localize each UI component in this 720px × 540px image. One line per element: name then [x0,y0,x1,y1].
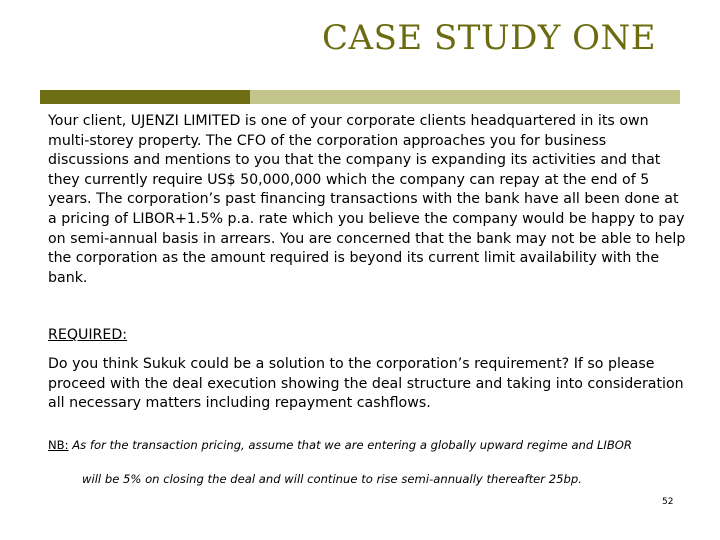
page-number: 52 [662,497,674,507]
title-underline-dark-bar [40,90,250,104]
nb-label: NB: [48,438,69,452]
required-heading: REQUIRED: [48,327,128,343]
slide-title: CASE STUDY ONE [322,18,657,58]
nb-text: As for the transaction pricing, assume that we are entering a globally upward regime and LIBOR [68,438,632,452]
nb-continuation: will be 5% on closing the deal and will continue to rise semi-annually thereafter 25bp. [82,472,582,486]
title-underline-light-bar [250,90,680,104]
nb-note [48,438,688,453]
required-text: Do you think Sukuk could be a solution to the corporation’s requirement? If so please proceed with the deal execution showing the deal structure and taking into consideration all necessary matters including repayment cashflows. [48,356,684,412]
case-description: Your client, UJENZI LIMITED is one of your corporate clients headquartered in its own multi-storey property. The CFO of the corporation approaches you for business discussions and mentions to you that the company is expanding its activities and that they currently require US$ 50,000,000 which the company can repay at the end of 5 years. The corporation’s past financing transactions with the bank have all been done at a pricing of LIBOR+1.5% p.a. rate which you believe the company would be happy to pay on semi-annual basis in arrears. You are concerned that the bank may not be able to help the corporation as the amount required is beyond its current limit availability with the bank. [48,113,686,286]
